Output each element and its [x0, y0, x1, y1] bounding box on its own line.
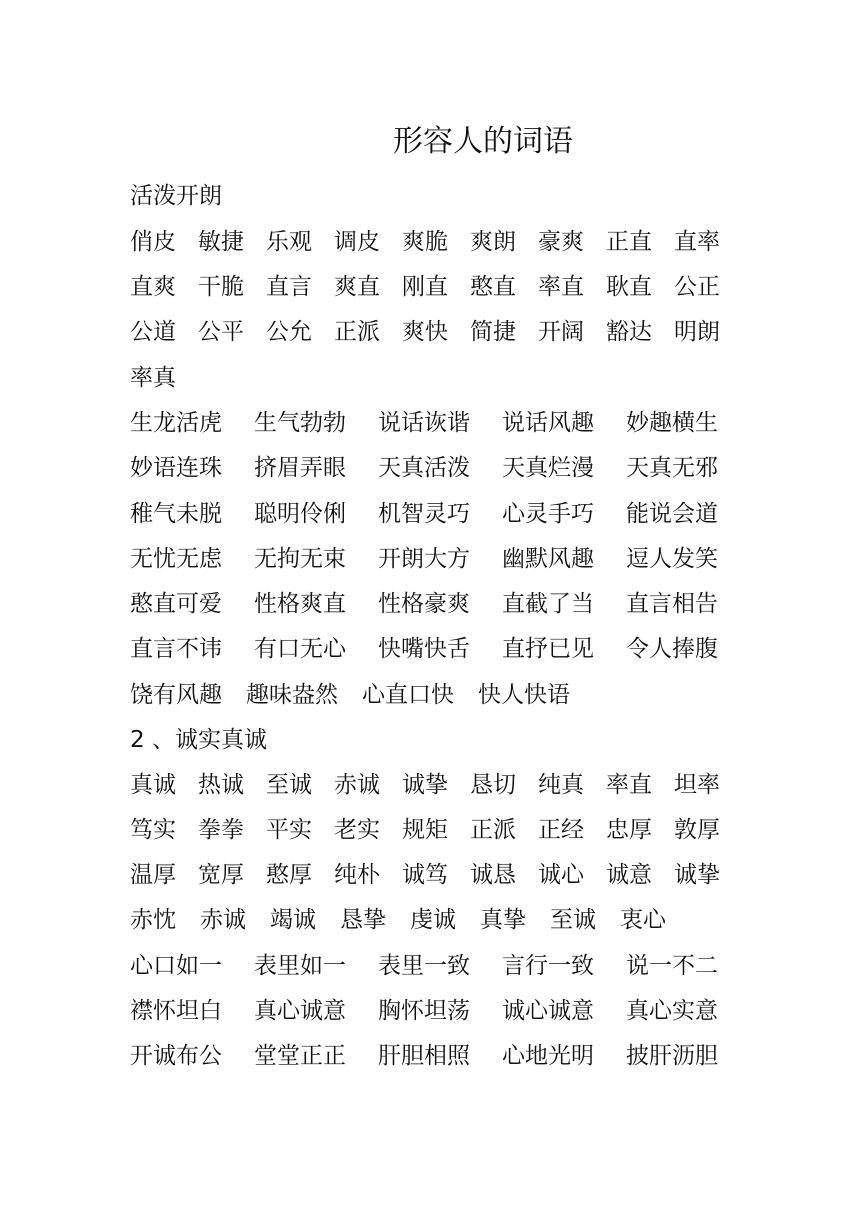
word: 耿直 — [606, 274, 652, 300]
word: 公道 — [130, 319, 176, 345]
word: 至诚 — [266, 772, 312, 798]
word: 爽直 — [334, 274, 380, 300]
word: 热诚 — [198, 772, 244, 798]
word: 公平 — [198, 319, 244, 345]
word: 表里一致 — [378, 953, 470, 979]
word: 率直 — [606, 772, 652, 798]
word: 刚直 — [402, 274, 448, 300]
word: 聪明伶俐 — [254, 501, 346, 527]
word-row — [130, 996, 722, 1026]
word: 说话诙谐 — [378, 410, 470, 436]
word: 无忧无虑 — [130, 546, 222, 572]
word: 正直 — [606, 229, 652, 255]
word: 生气勃勃 — [254, 410, 346, 436]
word: 诚恳 — [470, 862, 516, 888]
word: 俏皮 — [130, 229, 176, 255]
word: 诚心 — [538, 862, 584, 888]
word: 直言不讳 — [130, 636, 222, 662]
word: 爽脆 — [402, 229, 448, 255]
word: 正经 — [538, 817, 584, 843]
word: 机智灵巧 — [378, 501, 470, 527]
word: 性格豪爽 — [378, 591, 470, 617]
word: 真心诚意 — [254, 998, 346, 1024]
word: 虔诚 — [410, 907, 456, 933]
word-row — [130, 860, 722, 890]
word: 饶有风趣 — [130, 682, 222, 708]
word: 表里如一 — [254, 953, 346, 979]
word: 憨直 — [470, 274, 516, 300]
word: 妙趣横生 — [626, 410, 718, 436]
word: 笃实 — [130, 817, 176, 843]
word: 诚挚 — [402, 772, 448, 798]
word: 爽快 — [402, 319, 448, 345]
word: 逗人发笑 — [626, 546, 718, 572]
word: 直截了当 — [502, 591, 594, 617]
word: 生龙活虎 — [130, 410, 222, 436]
word: 无拘无束 — [254, 546, 346, 572]
word: 挤眉弄眼 — [254, 455, 346, 481]
word: 诚挚 — [674, 862, 720, 888]
word: 诚心诚意 — [502, 998, 594, 1024]
word: 直言相告 — [626, 591, 718, 617]
word: 赤诚 — [334, 772, 380, 798]
word: 明朗 — [674, 319, 720, 345]
word: 公允 — [266, 319, 312, 345]
word: 心灵手巧 — [502, 501, 594, 527]
word: 胸怀坦荡 — [378, 998, 470, 1024]
word-row — [130, 815, 722, 845]
word: 心直口快 — [362, 682, 454, 708]
word: 拳拳 — [198, 817, 244, 843]
section-heading: 活泼开朗 — [130, 183, 222, 209]
word-row — [130, 589, 722, 619]
word: 真挚 — [480, 907, 526, 933]
section-heading: 2 、诚实真诚 — [130, 727, 267, 753]
word-row — [130, 770, 722, 800]
word: 直言 — [266, 274, 312, 300]
word: 天真无邪 — [626, 455, 718, 481]
word: 天真活泼 — [378, 455, 470, 481]
word: 妙语连珠 — [130, 455, 222, 481]
word: 襟怀坦白 — [130, 998, 222, 1024]
word: 堂堂正正 — [254, 1043, 346, 1069]
word: 爽朗 — [470, 229, 516, 255]
word: 坦率 — [674, 772, 720, 798]
word-row — [130, 227, 722, 257]
word: 性格爽直 — [254, 591, 346, 617]
word: 纯朴 — [334, 862, 380, 888]
word-row — [130, 1041, 722, 1071]
word: 率真 — [130, 365, 176, 391]
word: 公正 — [674, 274, 720, 300]
word: 敦厚 — [674, 817, 720, 843]
word: 正派 — [334, 319, 380, 345]
word: 心地光明 — [502, 1043, 594, 1069]
document-title: 形容人的词语 — [393, 124, 573, 159]
word: 稚气未脱 — [130, 501, 222, 527]
word: 平实 — [266, 817, 312, 843]
word: 赤忱 — [130, 907, 176, 933]
word: 正派 — [470, 817, 516, 843]
word: 真诚 — [130, 772, 176, 798]
word-row — [130, 272, 722, 302]
word: 至诚 — [550, 907, 596, 933]
word-row — [130, 317, 722, 347]
word-row — [130, 499, 722, 529]
word: 简捷 — [470, 319, 516, 345]
word-row — [130, 453, 722, 483]
word: 竭诚 — [270, 907, 316, 933]
word: 心口如一 — [130, 953, 222, 979]
word: 恳挚 — [340, 907, 386, 933]
word: 温厚 — [130, 862, 176, 888]
word: 规矩 — [402, 817, 448, 843]
word: 能说会道 — [626, 501, 718, 527]
word-row — [130, 905, 668, 935]
word: 趣味盎然 — [246, 682, 338, 708]
word: 直爽 — [130, 274, 176, 300]
word: 直抒已见 — [502, 636, 594, 662]
word: 开阔 — [538, 319, 584, 345]
word: 幽默风趣 — [502, 546, 594, 572]
word: 诚意 — [606, 862, 652, 888]
word: 直率 — [674, 229, 720, 255]
word: 率直 — [538, 274, 584, 300]
word-row — [130, 634, 722, 664]
word-row — [130, 363, 178, 393]
word-row — [130, 544, 722, 574]
word: 纯真 — [538, 772, 584, 798]
word: 赤诚 — [200, 907, 246, 933]
word: 天真烂漫 — [502, 455, 594, 481]
word: 快人快语 — [478, 682, 570, 708]
word: 干脆 — [198, 274, 244, 300]
word: 恳切 — [470, 772, 516, 798]
word-row — [130, 951, 722, 981]
word: 老实 — [334, 817, 380, 843]
word: 快嘴快舌 — [378, 636, 470, 662]
word: 披肝沥胆 — [626, 1043, 718, 1069]
word: 憨直可爱 — [130, 591, 222, 617]
word: 说一不二 — [626, 953, 718, 979]
word: 豁达 — [606, 319, 652, 345]
word: 有口无心 — [254, 636, 346, 662]
word: 说话风趣 — [502, 410, 594, 436]
word: 乐观 — [266, 229, 312, 255]
word-row — [130, 680, 574, 710]
word: 真心实意 — [626, 998, 718, 1024]
word: 肝胆相照 — [378, 1043, 470, 1069]
word-row — [130, 408, 722, 438]
word: 豪爽 — [538, 229, 584, 255]
word: 敏捷 — [198, 229, 244, 255]
word: 开朗大方 — [378, 546, 470, 572]
word: 宽厚 — [198, 862, 244, 888]
word: 衷心 — [620, 907, 666, 933]
word: 忠厚 — [606, 817, 652, 843]
word: 令人捧腹 — [626, 636, 718, 662]
word: 调皮 — [334, 229, 380, 255]
word: 开诚布公 — [130, 1043, 222, 1069]
word: 憨厚 — [266, 862, 312, 888]
word: 诚笃 — [402, 862, 448, 888]
word: 言行一致 — [502, 953, 594, 979]
